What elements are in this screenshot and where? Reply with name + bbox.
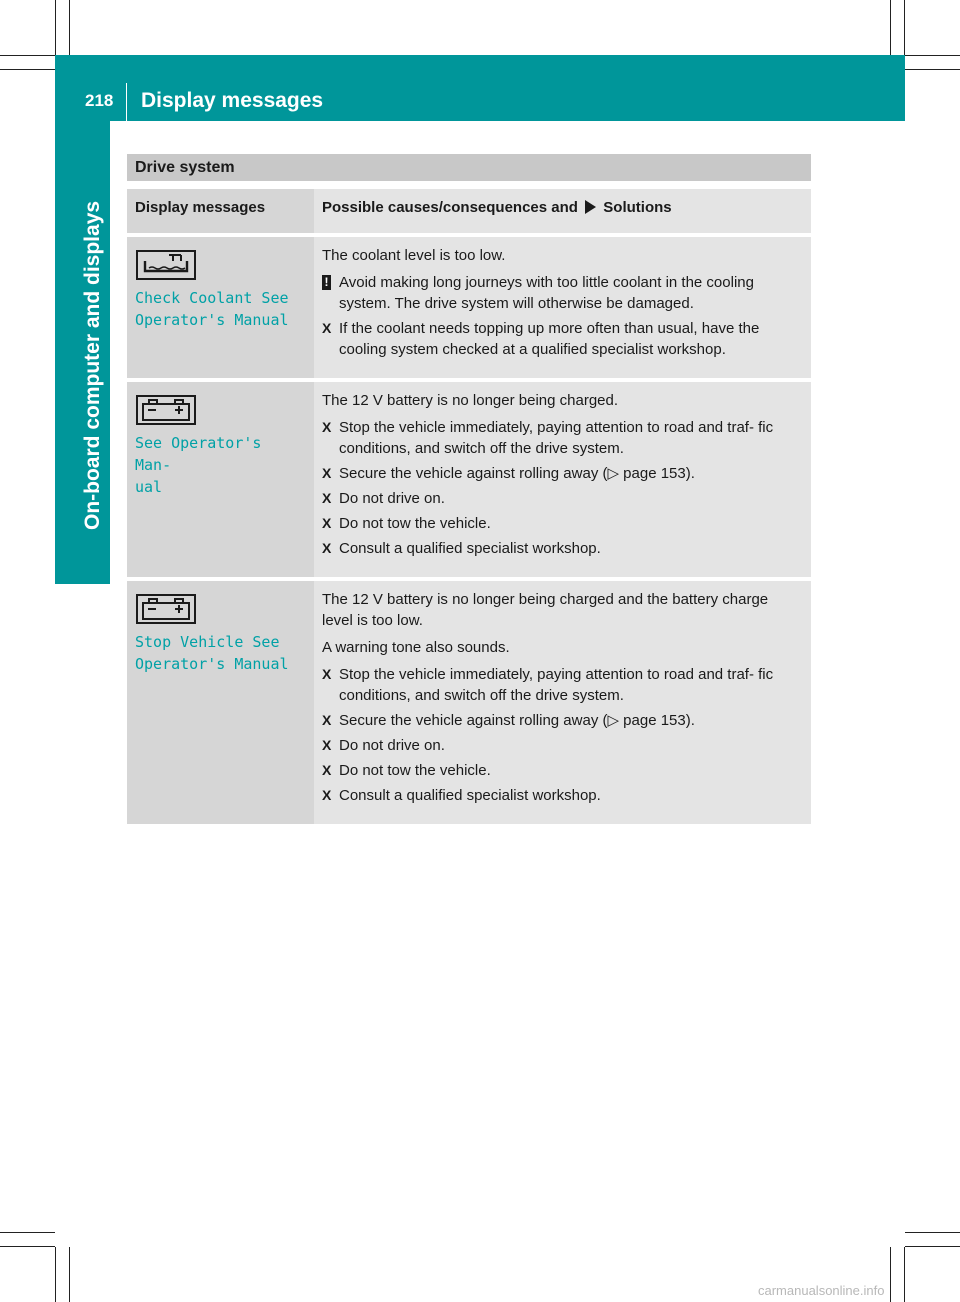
side-tab-label: On-board computer and displays <box>81 200 104 530</box>
solution-item <box>322 785 803 806</box>
cause-text: A warning tone also sounds. <box>322 639 510 656</box>
solution-item <box>322 488 803 509</box>
crop-mark <box>0 1246 55 1247</box>
action-x-icon: X <box>322 419 332 435</box>
display-message-line: Check Coolant See <box>135 289 289 307</box>
battery-icon <box>135 593 306 623</box>
crop-mark <box>905 1232 960 1233</box>
solution-text: Do not drive on. <box>339 737 445 754</box>
table-title: Drive system <box>127 154 811 181</box>
solution-text: Consult a qualified specialist workshop. <box>339 540 601 557</box>
column-header-solutions <box>314 189 811 235</box>
solution-item <box>322 318 803 360</box>
action-x-icon: X <box>322 490 332 506</box>
action-x-icon: X <box>322 540 332 556</box>
crop-mark <box>0 69 55 70</box>
table-header-row <box>127 189 811 235</box>
solution-text: Stop the vehicle immediately, paying attention to road and traf‐ fic conditions, and switch off the drive system. <box>339 666 774 704</box>
crop-mark <box>905 69 960 70</box>
solution-item <box>322 760 803 781</box>
crop-mark <box>55 0 56 55</box>
solutions-cell <box>314 380 811 579</box>
column-header-solutions-suffix: Solutions <box>603 199 672 216</box>
action-x-icon: X <box>322 712 332 728</box>
display-message-line: See Operator's Man‐ <box>135 434 271 474</box>
warning-text: Avoid making long journeys with too little coolant in the cooling system. The drive system will otherwise be damaged. <box>339 274 754 312</box>
action-x-icon: X <box>322 465 332 481</box>
cause-text: The coolant level is too low. <box>322 247 506 264</box>
action-x-icon: X <box>322 666 332 682</box>
cause-text: The 12 V battery is no longer being charged. <box>322 392 619 409</box>
solutions-cell <box>314 579 811 826</box>
display-message-line: ual <box>135 478 163 496</box>
column-header-solutions-prefix: Possible causes/consequences and <box>322 199 578 216</box>
solution-item <box>322 538 803 559</box>
display-message-cell <box>127 380 314 579</box>
cause-text: The 12 V battery is no longer being charged and the battery charge level is too low. <box>322 591 769 629</box>
crop-mark <box>55 1247 56 1302</box>
crop-mark <box>904 0 905 55</box>
crop-mark <box>0 1232 55 1233</box>
header-divider <box>126 83 127 121</box>
coolant-level-icon <box>135 249 306 279</box>
display-message-cell <box>127 235 314 380</box>
solution-text: Stop the vehicle immediately, paying attention to road and traf‐ fic conditions, and switch off the drive system. <box>339 419 774 457</box>
solution-item <box>322 513 803 534</box>
watermark: carmanualsonline.info <box>758 1283 885 1298</box>
drive-system-table <box>127 154 811 828</box>
page-title: Display messages <box>141 89 324 112</box>
column-header-messages: Display messages <box>127 189 314 235</box>
arrow-right-icon <box>585 200 596 214</box>
crop-mark <box>904 1247 905 1302</box>
table-row <box>127 235 811 380</box>
page-number: 218 <box>85 91 114 110</box>
solution-item <box>322 735 803 756</box>
table-row <box>127 579 811 826</box>
display-message-line: Operator's Manual <box>135 311 289 329</box>
action-x-icon: X <box>322 515 332 531</box>
solution-item <box>322 710 803 731</box>
battery-icon <box>135 394 306 424</box>
crop-mark <box>0 55 55 56</box>
warning-icon: ! <box>322 275 331 290</box>
solution-text: Secure the vehicle against rolling away (▷ page 153). <box>339 465 695 482</box>
action-x-icon: X <box>322 762 332 778</box>
action-x-icon: X <box>322 787 332 803</box>
solution-text: Secure the vehicle against rolling away (▷ page 153). <box>339 712 695 729</box>
solution-text: If the coolant needs topping up more often than usual, have the cooling system checked at a qualified specialist workshop. <box>339 320 760 358</box>
solution-item <box>322 417 803 459</box>
crop-mark <box>905 1246 960 1247</box>
crop-mark <box>905 55 960 56</box>
solutions-cell <box>314 235 811 380</box>
display-message-cell <box>127 579 314 826</box>
crop-mark <box>69 0 70 55</box>
solution-text: Do not tow the vehicle. <box>339 515 491 532</box>
table-row <box>127 380 811 579</box>
solution-text: Consult a qualified specialist workshop. <box>339 787 601 804</box>
display-message-line: Stop Vehicle See <box>135 633 280 651</box>
crop-mark <box>890 0 891 55</box>
crop-mark <box>890 1247 891 1302</box>
crop-mark <box>69 1247 70 1302</box>
display-message-line: Operator's Manual <box>135 655 289 673</box>
action-x-icon: X <box>322 320 332 336</box>
solution-item <box>322 463 803 484</box>
warning-note <box>322 272 803 314</box>
action-x-icon: X <box>322 737 332 753</box>
solution-item <box>322 664 803 706</box>
solution-text: Do not drive on. <box>339 490 445 507</box>
solution-text: Do not tow the vehicle. <box>339 762 491 779</box>
